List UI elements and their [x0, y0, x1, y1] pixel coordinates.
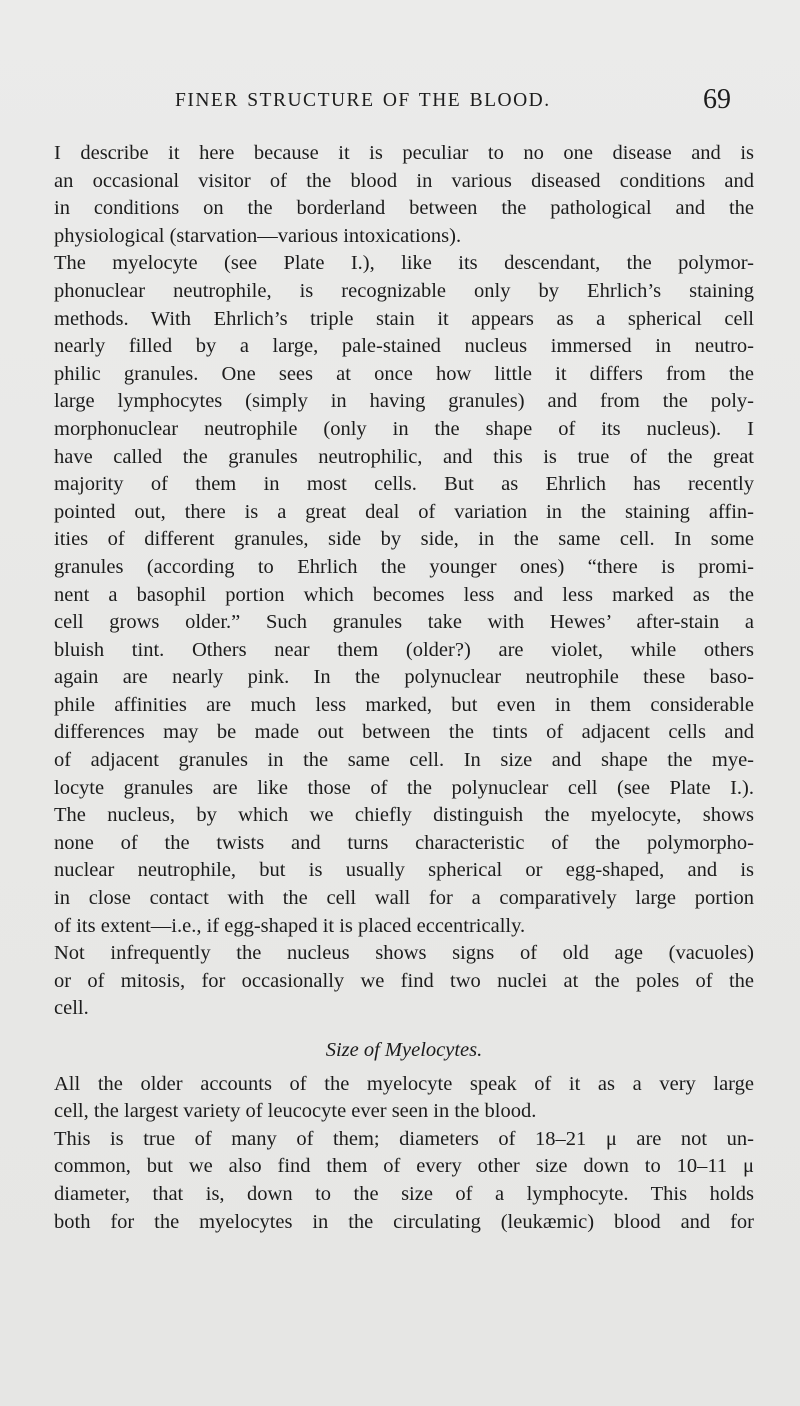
text-line: none of the twists and turns characteristic of the polymorpho-: [54, 831, 754, 854]
body-text: [54, 140, 754, 1236]
text-line: Not infrequently the nucleus shows signs of old age (vacuoles): [54, 942, 754, 965]
text-line: in close contact with the cell wall for a comparatively large portion: [54, 887, 754, 910]
text-line: cell.: [54, 997, 89, 1020]
text-line: phonuclear neutrophile, is recognizable only by Ehrlich’s staining: [54, 279, 754, 302]
text-line: philic granules. One sees at once how little it differs from the: [54, 362, 754, 385]
text-line: All the older accounts of the myelocyte speak of it as a very large: [54, 1072, 754, 1095]
text-line: morphonuclear neutrophile (only in the shape of its nucleus). I: [54, 417, 754, 440]
text-line: pointed out, there is a great deal of variation in the staining affin-: [54, 500, 754, 523]
text-line: cell, the largest variety of leucocyte ever seen in the blood.: [54, 1100, 537, 1123]
text-line: common, but we also find them of every other size down to 10–11 μ: [54, 1155, 754, 1178]
text-line: locyte granules are like those of the polynuclear cell (see Plate I.).: [54, 776, 754, 799]
text-line: physiological (starvation—various intoxications).: [54, 224, 462, 247]
text-line: phile affinities are much less marked, but even in them considerable: [54, 693, 754, 716]
text-line: large lymphocytes (simply in having granules) and from the poly-: [54, 390, 754, 413]
text-line: an occasional visitor of the blood in various diseased conditions and: [54, 169, 754, 192]
text-line: ities of different granules, side by side, in the same cell. In some: [54, 528, 754, 551]
text-line: nent a basophil portion which becomes less and less marked as the: [54, 583, 754, 606]
section-heading: Size of Myelocytes.: [325, 1039, 483, 1061]
text-line: nuclear neutrophile, but is usually spherical or egg-shaped, and is: [54, 859, 754, 882]
running-title: FINER STRUCTURE OF THE BLOOD.: [175, 90, 551, 111]
text-line: again are nearly pink. In the polynuclear neutrophile these baso-: [54, 666, 754, 689]
text-line: This is true of many of them; diameters of 18–21 μ are not un-: [54, 1127, 754, 1150]
running-head: [0, 84, 800, 118]
text-line: or of mitosis, for occasionally we find two nuclei at the poles of the: [54, 969, 754, 992]
text-line: cell grows older.” Such granules take with Hewes’ after-stain a: [54, 611, 754, 634]
text-line: of its extent—i.e., if egg-shaped it is placed eccentrically.: [54, 914, 526, 937]
text-line: in conditions on the borderland between the pathological and the: [54, 197, 754, 220]
text-line: The nucleus, by which we chiefly distinguish the myelocyte, shows: [54, 804, 754, 827]
page-number: 69: [703, 84, 731, 115]
text-line: bluish tint. Others near them (older?) are violet, while others: [54, 638, 754, 661]
text-line: The myelocyte (see Plate I.), like its descendant, the polymor-: [54, 252, 754, 275]
text-line: differences may be made out between the tints of adjacent cells and: [54, 721, 754, 744]
text-line: of adjacent granules in the same cell. In size and shape the mye-: [54, 749, 754, 772]
text-line: granules (according to Ehrlich the younger ones) “there is promi-: [54, 555, 754, 578]
text-line: I describe it here because it is peculiar to no one disease and is: [54, 142, 754, 164]
text-line: have called the granules neutrophilic, and this is true of the great: [54, 445, 754, 468]
text-line: methods. With Ehrlich’s triple stain it appears as a spherical cell: [54, 307, 754, 330]
text-line: diameter, that is, down to the size of a lymphocyte. This holds: [54, 1182, 754, 1205]
text-line: both for the myelocytes in the circulating (leukæmic) blood and for: [54, 1210, 754, 1233]
text-line: majority of them in most cells. But as Ehrlich has recently: [54, 473, 754, 496]
text-line: nearly filled by a large, pale-stained nucleus immersed in neutro-: [54, 335, 754, 358]
